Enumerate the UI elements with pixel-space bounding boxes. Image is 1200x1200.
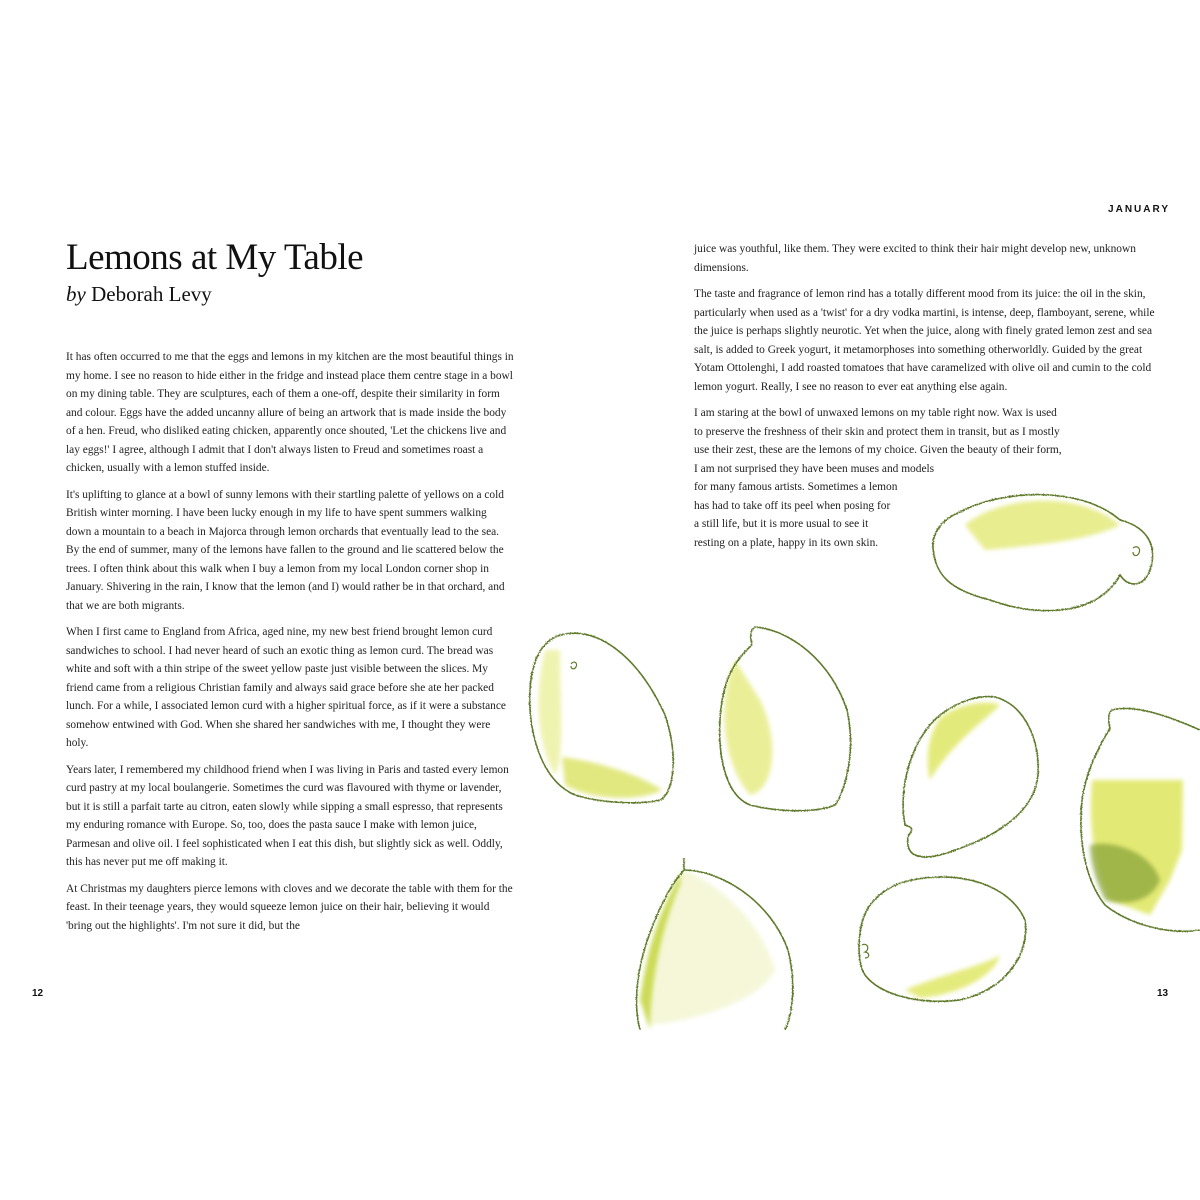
paragraph: Years later, I remembered my childhood friend when I was living in Paris and tasted every lemon curd pastry at my local boulangerie. Sometimes the curd was flavoured with thyme or lavender, but it is still a parfait tarte au citron, eaten slowly while sipping a small espresso, that represents my enduring romance with Europe. So, too, does the pasta sauce I make with lemon juice, Parmesan and olive oil. I feel sophisticated when I eat this dish, but slightly sick as well. Oddly, this has never put me off making it.	[66, 763, 509, 868]
line: a still life, but it is more usual to see it	[694, 518, 869, 530]
paragraph: The taste and fragrance of lemon rind has a totally different mood from its juice: the oil in the skin, particularly when used as a 'twist' for a dry vodka martini, is intense, deep, flamboyant, serene, while the juice is perhaps slightly neurotic. Yet when the juice, along with finely grated lemon zest and sea salt, is added to Greek yogurt, it metamorphoses into something otherworldly. Guided by the great Yotam Ottolenghi, I add roasted tomatoes that have caramelized with olive oil and cumin to the cold lemon yogurt. Really, I see no reason to ever eat anything else again.	[694, 288, 1155, 393]
paragraph: At Christmas my daughters pierce lemons with cloves and we decorate the table with them for the feast. In their teenage years, they would squeeze lemon juice on their hair, believing it would 'bring out the highlights'. I'm not sure it did, but the	[66, 882, 513, 932]
line: resting on a plate, happy in its own skin.	[694, 536, 879, 549]
article-title: Lemons at My Table	[66, 237, 364, 278]
lemon-icon	[933, 495, 1153, 611]
running-head: JANUARY	[1108, 204, 1170, 215]
lemon-icon	[636, 858, 792, 1030]
lemon-icon	[530, 633, 673, 802]
line: to preserve the freshness of their skin and protect them in transit, but as I mostly	[694, 425, 1060, 438]
lemon-icon	[1081, 708, 1200, 931]
paragraph: When I first came to England from Africa, aged nine, my new best friend brought lemon curd sandwiches to school. I had never heard of such an exotic thing as lemon curd. The bread was white and soft with a thin stripe of the sweet yellow paste just visible between the slices. My friend came from a religious Christian family and always said grace before she ate her packed lunch. For a while, I associated lemon curd with a higher spiritual force, as if it were a substance somehow entwined with God. When she shared her sandwiches with me, I thought they were holy.	[66, 626, 506, 749]
page-number-right: 13	[1157, 988, 1169, 999]
line: has had to take off its peel when posing for	[694, 499, 891, 512]
paragraph: It's uplifting to glance at a bowl of sunny lemons with their startling palette of yellows on a cold British winter morning. I have been lucky enough in my life to have spent summers walking down a mountain to a beach in Majorca through lemon orchards that eventually lead to the sea. By the end of summer, many of the lemons have fallen to the ground and lie scattered below the trees. I often think about this walk when I buy a lemon from my local London corner shop in January. Shivering in the rain, I know that the lemon (and I) would rather be in that orchard, and that we are both migrants.	[66, 488, 505, 612]
paragraph: juice was youthful, like them. They were excited to think their hair might develop new, unknown dimensions.	[694, 243, 1136, 274]
page-number-left: 12	[32, 988, 44, 999]
left-page-body	[66, 348, 514, 943]
line: I am not surprised they have been muses and models	[694, 462, 935, 475]
byline-prefix: by	[66, 282, 86, 306]
lemon-icon	[720, 627, 851, 811]
lemon-illustration	[520, 470, 1200, 1030]
paragraph: It has often occurred to me that the eggs and lemons in my kitchen are the most beautiful things in my home. I see no reason to hide either in the fridge and instead place them centre stage in a bowl on my dining table. They are sculptures, each of them a one-off, despite their similarity in form and colour. Eggs have the added uncanny allure of being an artwork that is made inside the body of a hen. Freud, who disliked eating chicken, apparently once shouted, 'Let the chickens live and lay eggs!' I agree, although I admit that I don't always listen to Freud and sometimes roast a chicken, usually with a lemon stuffed inside.	[66, 351, 514, 474]
byline	[66, 282, 212, 307]
author-name: Deborah Levy	[91, 282, 212, 306]
line: for many famous artists. Sometimes a lemon	[694, 481, 898, 493]
line: use their zest, these are the lemons of my choice. Given the beauty of their form,	[694, 444, 1062, 456]
line: I am staring at the bowl of unwaxed lemons on my table right now. Wax is used	[694, 407, 1057, 419]
lemon-icon	[859, 877, 1026, 1001]
lemon-icon	[903, 697, 1038, 857]
